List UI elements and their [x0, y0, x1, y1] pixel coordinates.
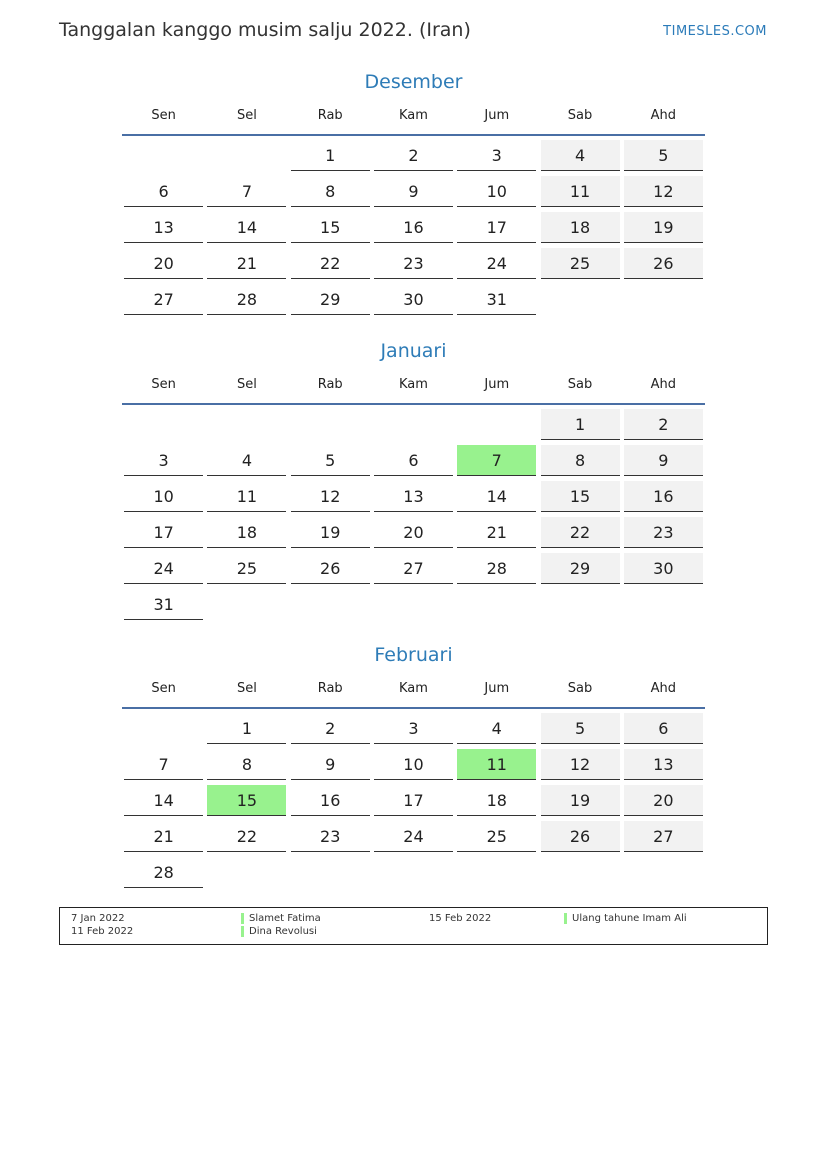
day-cell: 31: [124, 589, 203, 620]
day-cell: 20: [374, 517, 453, 548]
weekday-label: Rab: [317, 107, 343, 123]
weekend-day-cell: 1: [541, 409, 620, 440]
week-row: [122, 477, 705, 513]
empty-day-cell: [207, 140, 286, 170]
day-cell: 11: [207, 481, 286, 512]
empty-day-cell: [291, 857, 370, 887]
weekday-label: Sel: [236, 107, 257, 123]
weekday-label: Kam: [399, 680, 428, 696]
month-name: Februari: [374, 644, 453, 666]
weekend-day-cell: 15: [541, 481, 620, 512]
weekday-label: Jum: [484, 107, 510, 123]
week-row: [122, 208, 705, 244]
day-cell: 16: [291, 785, 370, 816]
holiday-day-cell: 7: [457, 445, 536, 476]
weekend-day-cell: 5: [624, 140, 703, 171]
weekend-day-cell: 13: [624, 749, 703, 780]
weekday-label: Sen: [151, 680, 176, 696]
day-cell: 28: [124, 857, 203, 888]
weekday-header-row: [122, 96, 705, 136]
day-cell: 30: [374, 284, 453, 315]
weekend-day-cell: 23: [624, 517, 703, 548]
weekend-day-cell: 2: [624, 409, 703, 440]
holiday-legend: [59, 907, 768, 945]
weekend-day-cell: 4: [541, 140, 620, 171]
weekday-label: Ahd: [650, 376, 677, 392]
day-cell: 10: [374, 749, 453, 780]
day-cell: 24: [124, 553, 203, 584]
month-januari: [122, 337, 705, 621]
day-cell: 25: [207, 553, 286, 584]
week-row: [122, 513, 705, 549]
day-cell: 2: [291, 713, 370, 744]
month-desember: [122, 68, 705, 316]
weekday-label: Kam: [399, 107, 428, 123]
empty-day-cell: [291, 589, 370, 619]
day-cell: 18: [207, 517, 286, 548]
day-cell: 14: [207, 212, 286, 243]
weekend-day-cell: 22: [541, 517, 620, 548]
weekend-day-cell: 27: [624, 821, 703, 852]
legend-date: 15 Feb 2022: [429, 913, 492, 924]
weekday-label: Sel: [236, 376, 257, 392]
legend-date: 11 Feb 2022: [71, 926, 134, 937]
day-cell: 3: [374, 713, 453, 744]
holiday-day-cell: 15: [207, 785, 286, 816]
weekday-label: Rab: [317, 680, 343, 696]
empty-day-cell: [207, 589, 286, 619]
empty-day-cell: [541, 284, 620, 314]
day-cell: 1: [291, 140, 370, 171]
empty-day-cell: [457, 589, 536, 619]
day-cell: 13: [374, 481, 453, 512]
day-cell: 5: [291, 445, 370, 476]
legend-holiday-name: Dina Revolusi: [249, 926, 317, 937]
weekend-day-cell: 12: [624, 176, 703, 207]
day-cell: 17: [374, 785, 453, 816]
day-cell: 25: [457, 821, 536, 852]
weekend-day-cell: 12: [541, 749, 620, 780]
weekend-day-cell: 11: [541, 176, 620, 207]
day-cell: 17: [457, 212, 536, 243]
legend-color-bar: [241, 913, 244, 924]
weekend-day-cell: 18: [541, 212, 620, 243]
empty-day-cell: [124, 140, 203, 170]
day-cell: 18: [457, 785, 536, 816]
day-cell: 23: [374, 248, 453, 279]
day-cell: 9: [291, 749, 370, 780]
legend-color-bar: [241, 926, 244, 937]
weekend-day-cell: 6: [624, 713, 703, 744]
day-cell: 27: [124, 284, 203, 315]
weekday-label: Kam: [399, 376, 428, 392]
day-cell: 14: [124, 785, 203, 816]
week-row: [122, 172, 705, 208]
weekend-day-cell: 19: [624, 212, 703, 243]
empty-day-cell: [207, 857, 286, 887]
weekend-day-cell: 26: [541, 821, 620, 852]
weekend-day-cell: 19: [541, 785, 620, 816]
weekend-day-cell: 25: [541, 248, 620, 279]
page-title: Tanggalan kanggo musim salju 2022. (Iran): [59, 19, 471, 41]
day-cell: 13: [124, 212, 203, 243]
weekday-label: Sen: [151, 376, 176, 392]
empty-day-cell: [207, 409, 286, 439]
empty-day-cell: [374, 409, 453, 439]
day-cell: 22: [291, 248, 370, 279]
day-cell: 24: [457, 248, 536, 279]
weekend-day-cell: 26: [624, 248, 703, 279]
weekday-label: Rab: [317, 376, 343, 392]
weekday-label: Sab: [567, 680, 593, 696]
empty-day-cell: [124, 409, 203, 439]
day-cell: 9: [374, 176, 453, 207]
weekend-day-cell: 30: [624, 553, 703, 584]
day-cell: 10: [124, 481, 203, 512]
day-cell: 24: [374, 821, 453, 852]
empty-day-cell: [541, 857, 620, 887]
weekend-day-cell: 29: [541, 553, 620, 584]
day-cell: 8: [291, 176, 370, 207]
empty-day-cell: [457, 857, 536, 887]
empty-day-cell: [541, 589, 620, 619]
weekday-label: Jum: [484, 376, 510, 392]
week-row: [122, 405, 705, 441]
weekday-label: Jum: [484, 680, 510, 696]
day-cell: 4: [207, 445, 286, 476]
legend-holiday-name: Ulang tahune Imam Ali: [572, 913, 687, 924]
empty-day-cell: [374, 589, 453, 619]
month-februari: [122, 641, 705, 889]
month-name: Januari: [380, 340, 447, 362]
legend-color-bar: [564, 913, 567, 924]
holiday-day-cell: 11: [457, 749, 536, 780]
day-cell: 29: [291, 284, 370, 315]
day-cell: 2: [374, 140, 453, 171]
week-row: [122, 781, 705, 817]
day-cell: 3: [124, 445, 203, 476]
day-cell: 7: [124, 749, 203, 780]
day-cell: 27: [374, 553, 453, 584]
day-cell: 12: [291, 481, 370, 512]
day-cell: 16: [374, 212, 453, 243]
week-row: [122, 585, 705, 621]
empty-day-cell: [624, 284, 703, 314]
legend-date: 7 Jan 2022: [71, 913, 125, 924]
day-cell: 19: [291, 517, 370, 548]
day-cell: 8: [207, 749, 286, 780]
legend-holiday-name: Slamet Fatima: [249, 913, 321, 924]
weekend-day-cell: 16: [624, 481, 703, 512]
weekday-header-row: [122, 365, 705, 405]
day-cell: 15: [291, 212, 370, 243]
weekend-day-cell: 20: [624, 785, 703, 816]
empty-day-cell: [624, 589, 703, 619]
day-cell: 23: [291, 821, 370, 852]
week-row: [122, 280, 705, 316]
empty-day-cell: [457, 409, 536, 439]
empty-day-cell: [374, 857, 453, 887]
site-link[interactable]: TIMESLES.COM: [663, 24, 767, 39]
week-row: [122, 853, 705, 889]
day-cell: 21: [207, 248, 286, 279]
day-cell: 28: [207, 284, 286, 315]
week-row: [122, 136, 705, 172]
weekday-label: Sab: [567, 376, 593, 392]
week-row: [122, 817, 705, 853]
day-cell: 7: [207, 176, 286, 207]
day-cell: 17: [124, 517, 203, 548]
day-cell: 6: [124, 176, 203, 207]
day-cell: 3: [457, 140, 536, 171]
day-cell: 10: [457, 176, 536, 207]
weekday-label: Sab: [567, 107, 593, 123]
day-cell: 28: [457, 553, 536, 584]
month-name: Desember: [364, 71, 463, 93]
day-cell: 21: [457, 517, 536, 548]
day-cell: 6: [374, 445, 453, 476]
week-row: [122, 709, 705, 745]
weekday-header-row: [122, 669, 705, 709]
day-cell: 22: [207, 821, 286, 852]
week-row: [122, 441, 705, 477]
day-cell: 4: [457, 713, 536, 744]
weekday-label: Ahd: [650, 107, 677, 123]
day-cell: 20: [124, 248, 203, 279]
day-cell: 1: [207, 713, 286, 744]
day-cell: 14: [457, 481, 536, 512]
day-cell: 26: [291, 553, 370, 584]
weekend-day-cell: 8: [541, 445, 620, 476]
weekend-day-cell: 5: [541, 713, 620, 744]
empty-day-cell: [124, 713, 203, 743]
empty-day-cell: [291, 409, 370, 439]
day-cell: 21: [124, 821, 203, 852]
weekday-label: Sen: [151, 107, 176, 123]
week-row: [122, 244, 705, 280]
weekday-label: Sel: [236, 680, 257, 696]
weekday-label: Ahd: [650, 680, 677, 696]
week-row: [122, 745, 705, 781]
empty-day-cell: [624, 857, 703, 887]
week-row: [122, 549, 705, 585]
day-cell: 31: [457, 284, 536, 315]
weekend-day-cell: 9: [624, 445, 703, 476]
